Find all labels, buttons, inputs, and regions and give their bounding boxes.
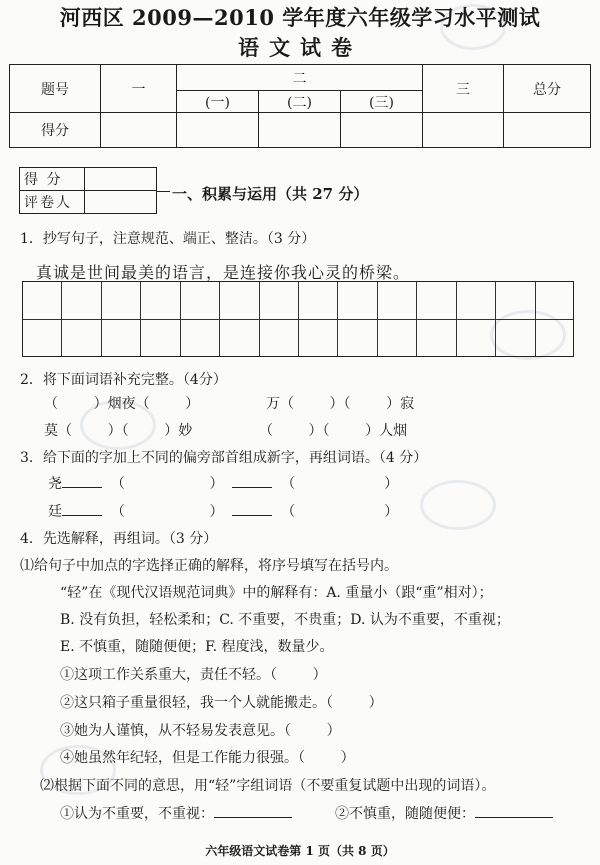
word-option-1 <box>60 803 292 823</box>
idiom-line-2: 莫（ ）（ ）妙 （ ）（ ）人烟 <box>44 423 408 439</box>
grader-box <box>19 167 157 214</box>
row-score-label: 得分 <box>10 113 101 148</box>
sentence-item-2: ②这只箱子重量很轻，我一个人就能搬走。（ ） <box>60 695 383 711</box>
grader-name-label: 评卷人 <box>20 191 85 214</box>
grader-score-label: 得 分 <box>20 168 85 191</box>
copy-sentence: 真诚是世间最美的语言，是连接你我心灵的桥梁。 <box>36 263 411 282</box>
col-part-2-sub-3: (三) <box>341 91 423 113</box>
radical-line-1: 尧 （ ） （ ） <box>48 476 399 492</box>
question-3-prompt: 3．给下面的字加上不同的偏旁部首组成新字，再组词语。（4 分） <box>20 450 428 466</box>
grader-connector <box>157 191 170 192</box>
question-2-prompt: 2．将下面词语补充完整。（4分） <box>20 372 227 388</box>
col-part-1: 一 <box>101 65 177 113</box>
score-cell[interactable] <box>101 113 177 148</box>
definition-line-1: “轻”在《现代汉语规范词典》中的解释有：A. 重量小（跟“重”相对）； <box>60 585 493 601</box>
col-question-no: 题号 <box>10 65 101 113</box>
score-cell[interactable] <box>423 113 504 148</box>
score-cell[interactable] <box>259 113 341 148</box>
question-4-prompt: 4．先选解释，再组词。（3 分） <box>20 531 218 547</box>
sentence-item-1: ①这项工作关系重大，责任不轻。（ ） <box>60 667 327 683</box>
base-char: 尧 <box>48 476 62 492</box>
word-option-1-label: ①认为不重要，不重视： <box>60 806 214 822</box>
score-cell[interactable] <box>504 113 591 148</box>
base-char: 廷 <box>48 504 62 520</box>
word-option-2-label: ②不慎重，随随便便： <box>335 806 475 822</box>
score-table <box>9 64 591 148</box>
exam-subtitle: 语文试卷 <box>238 35 362 60</box>
sentence-item-4: ④她虽然年纪轻，但是工作能力很强。（ ） <box>60 750 355 766</box>
score-cell[interactable] <box>177 113 259 148</box>
question-4-sub-1: ⑴给句子中加点的字选择正确的解释，将序号填写在括号内。 <box>20 558 398 574</box>
col-part-2-sub-2: (二) <box>259 91 341 113</box>
exam-title: 河西区 2009—2010 学年度六年级学习水平测试 <box>59 5 541 30</box>
grader-name-cell[interactable] <box>85 191 157 214</box>
idiom-line-1: （ ）烟夜（ ） 万（ ）（ ）寂 <box>44 396 415 412</box>
grader-score-cell[interactable] <box>85 168 157 191</box>
col-part-2: 二 <box>177 65 423 91</box>
score-cell[interactable] <box>341 113 423 148</box>
watermark-logo <box>420 480 496 530</box>
grid-row-line <box>23 319 573 320</box>
sentence-item-3: ③她为人谨慎，从不轻易发表意见。（ ） <box>60 723 341 739</box>
col-part-2-sub-1: (一) <box>177 91 259 113</box>
question-1-prompt: 1．抄写句子，注意规范、端正、整洁。（3 分） <box>20 231 316 247</box>
writing-grid[interactable] <box>22 281 574 357</box>
word-option-2 <box>335 803 553 823</box>
col-part-3: 三 <box>423 65 504 113</box>
page-footer: 六年级语文试卷第 1 页（共 8 页） <box>205 844 395 858</box>
col-total: 总分 <box>504 65 591 113</box>
section-heading: 一、积累与运用（共 27 分） <box>172 185 369 203</box>
definition-line-3: E. 不慎重，随随便便；F. 程度浅，数量少。 <box>60 639 334 655</box>
question-4-sub-2: ⑵根据下面不同的意思，用“轻”字组词语（不要重复试题中出现的词语）。 <box>40 778 496 794</box>
definition-line-2: B. 没有负担，轻松柔和；C. 不重要，不贵重；D. 认为不重要，不重视； <box>60 612 510 628</box>
radical-line-2: 廷 （ ） （ ） <box>48 504 399 520</box>
